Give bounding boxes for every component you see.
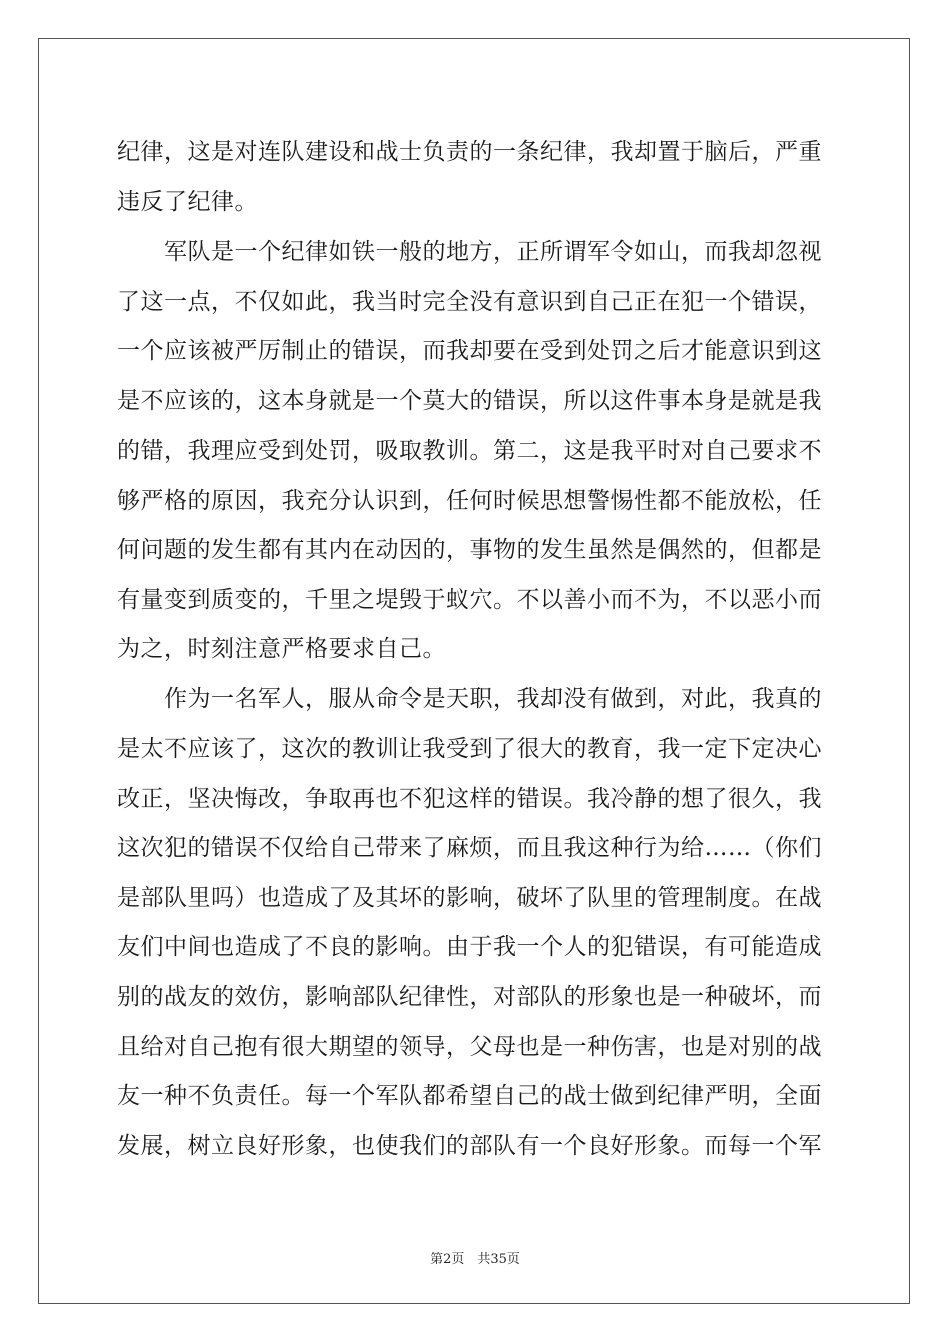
text-line: 改正，坚决悔改，争取再也不犯这样的错误。我冷静的想了很久，我 — [117, 786, 822, 812]
page-number-footer: 第2页 共35页 — [430, 1252, 520, 1267]
text-line: 的错，我理应受到处罚，吸取教训。第二，这是我平时对自己要求不 — [117, 438, 822, 464]
text-line: 为之，时刻注意严格要求自己。 — [117, 636, 446, 662]
text-line: 纪律，这是对连队建设和战士负责的一条纪律，我却置于脑后，严重 — [117, 139, 822, 165]
text-line: 了这一点，不仅如此，我当时完全没有意识到自己正在犯一个错误， — [117, 289, 822, 315]
text-line: 违反了纪律。 — [117, 189, 258, 215]
text-line: 是部队里吗）也造成了及其坏的影响，破坏了队里的管理制度。在战 — [117, 885, 822, 911]
text-line: 作为一名军人，服从命令是天职，我却没有做到，对此，我真的 — [117, 686, 822, 712]
text-line: 发展，树立良好形象，也使我们的部队有一个良好形象。而每一个军 — [117, 1133, 822, 1159]
text-line: 别的战友的效仿，影响部队纪律性，对部队的形象也是一种破坏，而 — [117, 984, 822, 1010]
text-line: 且给对自己抱有很大期望的领导，父母也是一种伤害，也是对别的战 — [117, 1034, 822, 1060]
page-border — [38, 38, 910, 1304]
text-line: 够严格的原因，我充分认识到，任何时候思想警惕性都不能放松，任 — [117, 488, 822, 514]
text-line: 友们中间也造成了不良的影响。由于我一个人的犯错误，有可能造成 — [117, 934, 822, 960]
text-line: 友一种不负责任。每一个军队都希望自己的战士做到纪律严明，全面 — [117, 1083, 822, 1109]
text-line: 军队是一个纪律如铁一般的地方，正所谓军令如山，而我却忽视 — [117, 239, 822, 265]
text-line: 是不应该的，这本身就是一个莫大的错误，所以这件事本身是就是我 — [117, 388, 822, 414]
text-line: 是太不应该了，这次的教训让我受到了很大的教育，我一定下定决心 — [117, 736, 822, 762]
text-line: 一个应该被严厉制止的错误，而我却要在受到处罚之后才能意识到这 — [117, 338, 822, 364]
text-line: 这次犯的错误不仅给自己带来了麻烦，而且我这种行为给……（你们 — [117, 835, 822, 861]
text-line: 何问题的发生都有其内在动因的，事物的发生虽然是偶然的，但都是 — [117, 537, 822, 563]
text-line: 有量变到质变的，千里之堤毁于蚁穴。不以善小而不为，不以恶小而 — [117, 587, 822, 613]
